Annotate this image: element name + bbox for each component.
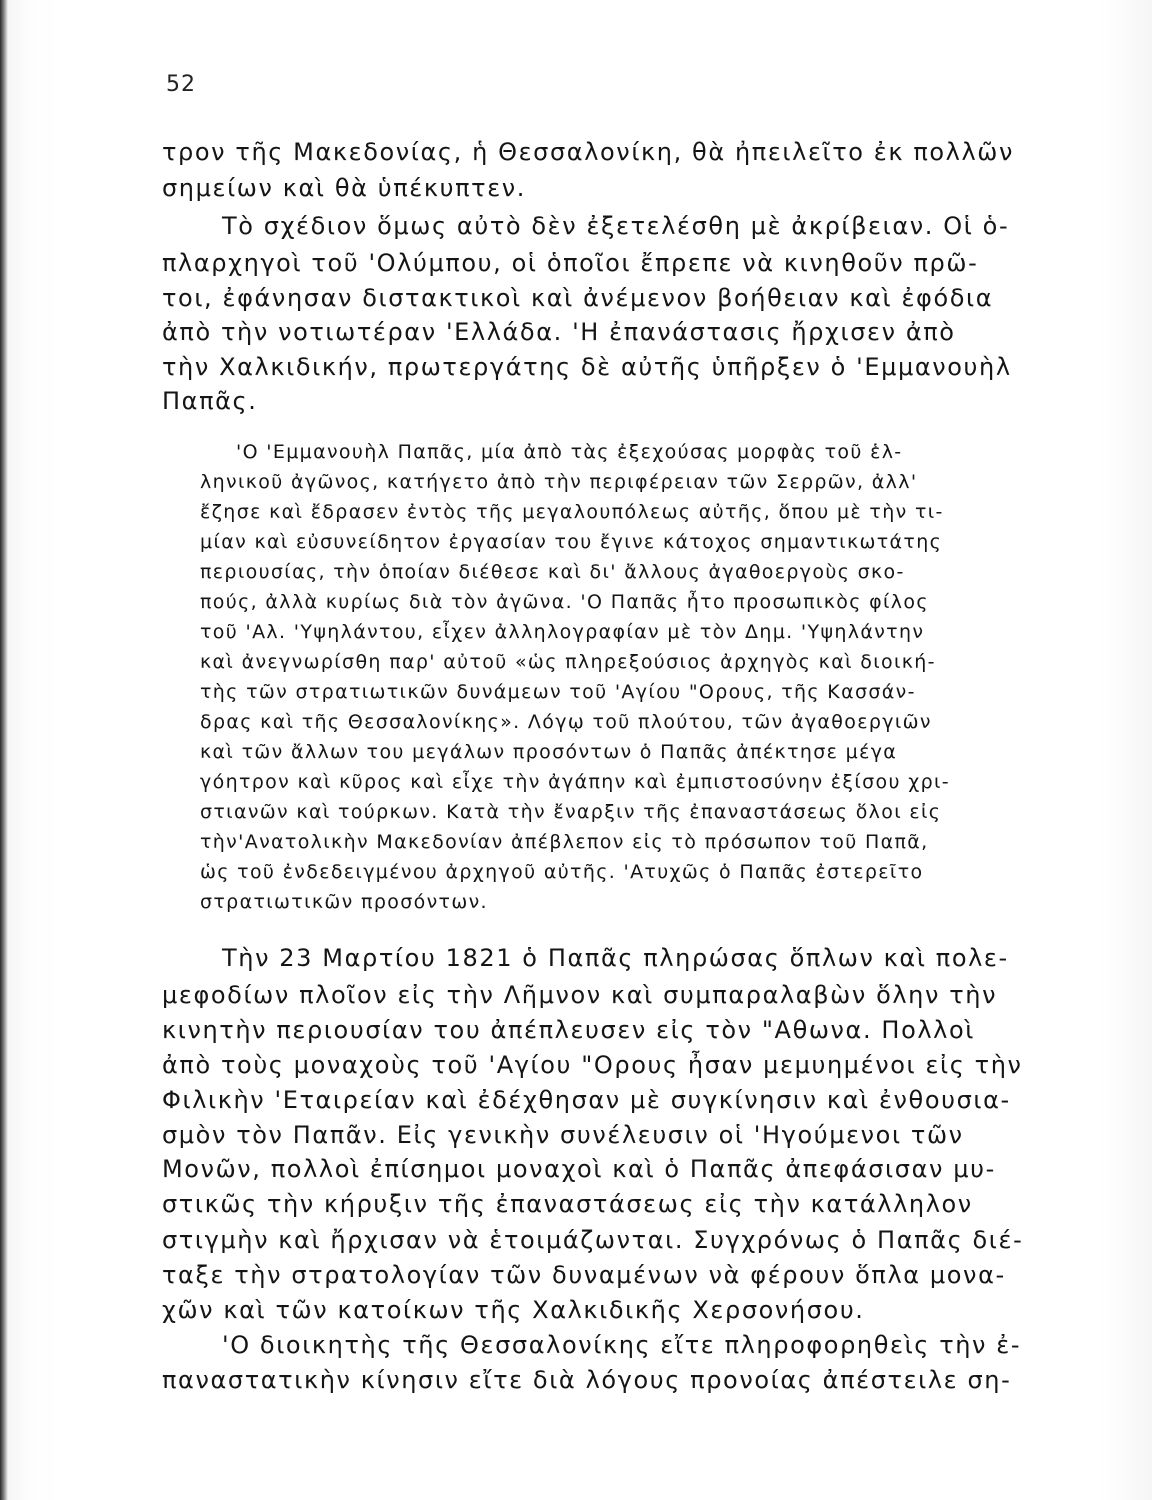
- text-line: Μονῶν, πολλοὶ ἐπίσημοι μοναχοὶ καὶ ὁ Παπᾶς ἀπεφάσισαν μυ-: [162, 1155, 996, 1183]
- text-line: σμὸν τὸν Παπᾶν. Εἰς γενικὴν συνέλευσιν οἱ 'Ηγούμενοι τῶν: [162, 1121, 964, 1149]
- page-number: 52: [166, 72, 196, 97]
- footnote-line: ὡς τοῦ ἐνδεδειγμένου ἀρχηγοῦ αὐτῆς. 'Ατυχῶς ὁ Παπᾶς ἐστερεῖτο: [200, 861, 924, 883]
- footnote-line: καὶ ἀνεγνωρίσθη παρ' αὐτοῦ «ὡς πληρεξούσιος ἀρχηγὸς καὶ διοική-: [200, 651, 936, 673]
- text-line: τοι, ἐφάνησαν διστακτικοὶ καὶ ἀνέμενον βοήθειαν καὶ ἐφόδια: [162, 284, 994, 312]
- footnote-line: τοῦ 'Αλ. 'Υψηλάντου, εἶχεν ἀλληλογραφίαν μὲ τὸν Δημ. 'Υψηλάντην: [200, 621, 925, 643]
- text-line: στιγμὴν καὶ ἤρχισαν νὰ ἑτοιμάζωνται. Συγχρόνως ὁ Παπᾶς διέ-: [162, 1226, 1024, 1254]
- text-line: τὴν Χαλκιδικήν, πρωτεργάτης δὲ αὐτῆς ὑπῆρξεν ὁ 'Εμμανουὴλ: [162, 353, 1012, 381]
- footnote-line: περιουσίας, τὴν ὁποίαν διέθεσε καὶ δι' ἄλλους ἀγαθοεργοὺς σκο-: [200, 561, 905, 583]
- text-line: Παπᾶς.: [162, 387, 258, 415]
- text-line: πλαρχηγοὶ τοῦ 'Ολύμπου, οἱ ὁποῖοι ἔπρεπε νὰ κινηθοῦν πρῶ-: [162, 249, 979, 277]
- text-line: ἀπὸ τοὺς μοναχοὺς τοῦ 'Αγίου "Ορους ἦσαν μεμυημένοι εἰς τὴν: [162, 1051, 1023, 1079]
- text-line: Τὸ σχέδιον ὅμως αὐτὸ δὲν ἐξετελέσθη μὲ ἀκρίβειαν. Οἱ ὁ-: [222, 212, 1010, 240]
- footnote-line: πούς, ἀλλὰ κυρίως διὰ τὸν ἀγῶνα. 'Ο Παπᾶς ἦτο προσωπικὸς φίλος: [200, 591, 929, 613]
- text-line: σημείων καὶ θὰ ὑπέκυπτεν.: [162, 174, 527, 202]
- footnote-line: τὴς τῶν στρατιωτικῶν δυνάμεων τοῦ 'Αγίου "Ορους, τῆς Κασσάν-: [200, 681, 916, 703]
- text-line: ἀπὸ τὴν νοτιωτέραν 'Ελλάδα. 'Η ἐπανάστασις ἤρχισεν ἀπὸ: [162, 318, 956, 346]
- text-line: μεφοδίων πλοῖον εἰς τὴν Λῆμνον καὶ συμπαραλαβὼν ὅλην τὴν: [162, 981, 998, 1009]
- text-line: Τὴν 23 Μαρτίου 1821 ὁ Παπᾶς πληρώσας ὅπλων καὶ πολε-: [222, 944, 1009, 972]
- page-edge-shadow: [0, 0, 8, 1500]
- text-line: Φιλικὴν 'Εταιρείαν καὶ ἐδέχθησαν μὲ συγκίνησιν καὶ ἐνθουσια-: [162, 1086, 1011, 1114]
- text-line: τρον τῆς Μακεδονίας, ἡ Θεσσαλονίκη, θὰ ἠπειλεῖτο ἐκ πολλῶν: [162, 138, 1014, 166]
- text-line: 'Ο διοικητὴς τῆς Θεσσαλονίκης εἴτε πληροφορηθεὶς τὴν ἐ-: [222, 1331, 1022, 1359]
- text-line: κινητὴν περιουσίαν του ἀπέπλευσεν εἰς τὸν "Αθωνα. Πολλοὶ: [162, 1016, 975, 1044]
- footnote-line: τὴν'Ανατολικὴν Μακεδονίαν ἀπέβλεπον εἰς τὸ πρόσωπον τοῦ Παπᾶ,: [200, 831, 929, 853]
- footnote-line: ἔζησε καὶ ἔδρασεν ἐντὸς τῆς μεγαλουπόλεως αὐτῆς, ὅπου μὲ τὴν τι-: [200, 501, 944, 523]
- text-line: στικῶς τὴν κήρυξιν τῆς ἐπαναστάσεως εἰς τὴν κατάλληλον: [162, 1190, 973, 1218]
- footnote-line: ληνικοῦ ἀγῶνος, κατήγετο ἀπὸ τὴν περιφέρειαν τῶν Σερρῶν, ἀλλ': [200, 471, 918, 493]
- footnote-line: δρας καὶ τῆς Θεσσαλονίκης». Λόγῳ τοῦ πλούτου, τῶν ἀγαθοεργιῶν: [200, 711, 932, 733]
- footnote-line: μίαν καὶ εὐσυνείδητον ἐργασίαν του ἔγινε κάτοχος σημαντικωτάτης: [200, 531, 943, 553]
- text-line: παναστατικὴν κίνησιν εἴτε διὰ λόγους προνοίας ἀπέστειλε ση-: [162, 1366, 1012, 1394]
- footnote-line: γόητρον καὶ κῦρος καὶ εἶχε τὴν ἀγάπην καὶ ἐμπιστοσύνην ἐξίσου χρι-: [200, 771, 950, 793]
- footnote-line: καὶ τῶν ἄλλων του μεγάλων προσόντων ὁ Παπᾶς ἀπέκτησε μέγα: [200, 741, 898, 763]
- footnote-line: στιανῶν καὶ τούρκων. Κατὰ τὴν ἔναρξιν τῆς ἐπαναστάσεως ὅλοι εἰς: [200, 801, 942, 823]
- text-line: ταξε τὴν στρατολογίαν τῶν δυναμένων νὰ φέρουν ὅπλα μονα-: [162, 1261, 1006, 1289]
- text-line: χῶν καὶ τῶν κατοίκων τῆς Χαλκιδικῆς Χερσονήσου.: [162, 1296, 865, 1324]
- footnote-line: 'Ο 'Εμμανουὴλ Παπᾶς, μία ἀπὸ τὰς ἐξεχούσας μορφὰς τοῦ ἑλ-: [236, 441, 903, 463]
- footnote-line: στρατιωτικῶν προσόντων.: [200, 891, 488, 913]
